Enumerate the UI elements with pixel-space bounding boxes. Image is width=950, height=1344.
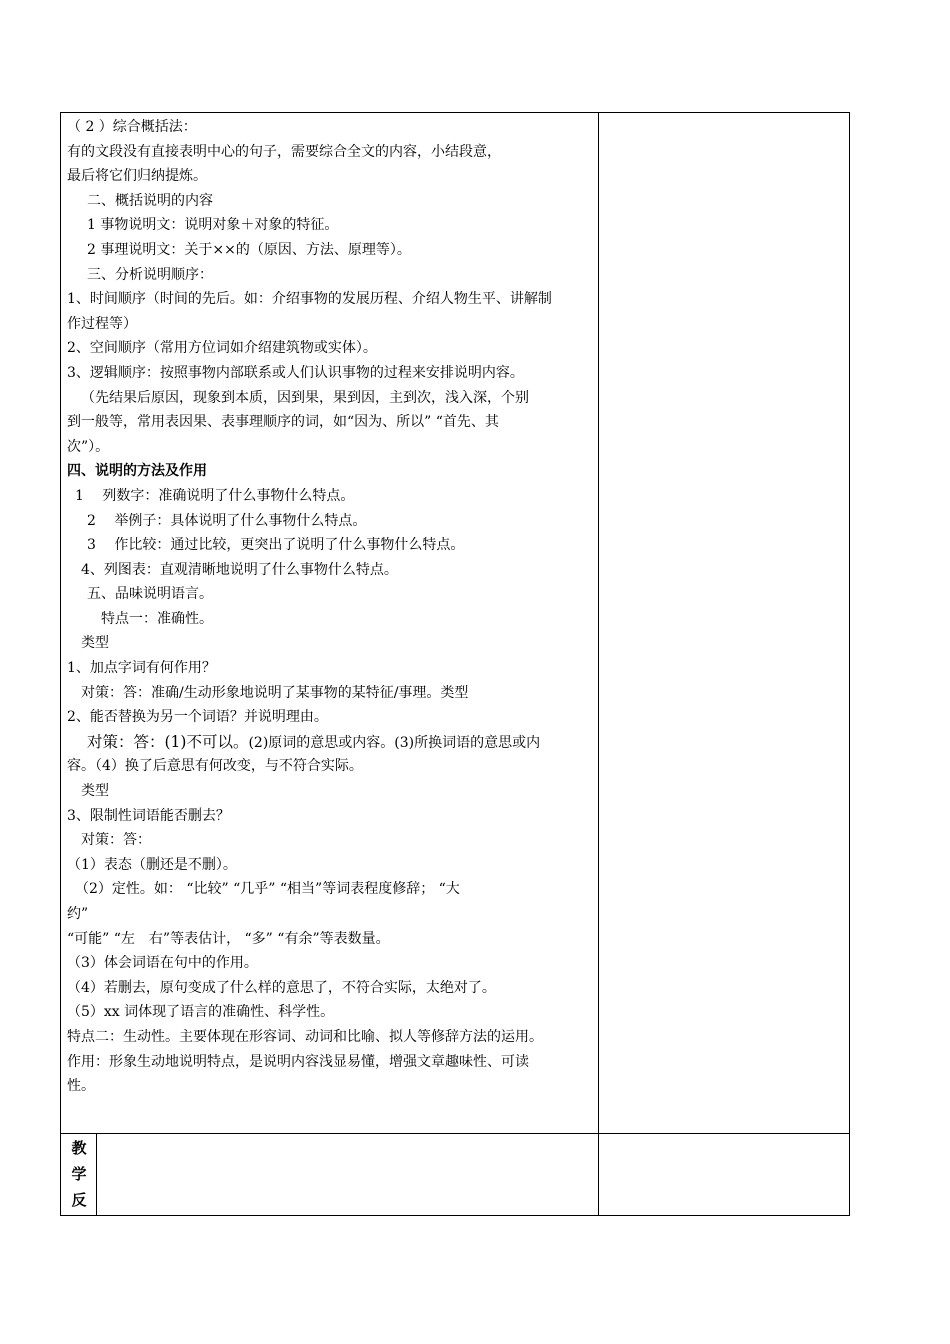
content-line: 次”）。 xyxy=(67,438,110,455)
content-line: （先结果后原因，现象到本质，因到果，果到因，主到次，浅入深，个别 xyxy=(81,389,529,406)
lesson-plan-table xyxy=(60,112,850,1216)
teaching-reflection-label xyxy=(61,1135,97,1213)
content-line: 性。 xyxy=(67,1078,95,1095)
content-line: 作用：形象生动地说明特点，是说明内容浅显易懂，增强文章趣味性、可读 xyxy=(67,1053,529,1070)
content-line: 特点一：准确性。 xyxy=(101,610,213,627)
content-line: 特点二：生动性。主要体现在形容词、动词和比喻、拟人等修辞方法的运用。 xyxy=(67,1028,543,1045)
content-line: 1 列数字：准确说明了什么事物什么特点。 xyxy=(75,487,355,504)
label-char: 教 xyxy=(71,1139,87,1157)
section-heading-3: 三、分析说明顺序： xyxy=(87,266,213,283)
content-line: 2 举例子：具体说明了什么事物什么特点。 xyxy=(87,512,367,529)
column-divider xyxy=(598,113,599,1215)
row-divider xyxy=(61,1133,849,1134)
content-line: 对策：答： xyxy=(81,832,151,849)
lesson-content xyxy=(67,115,593,1099)
content-line: 1、时间顺序（时间的先后。如：介绍事物的发展历程、介绍人物生平、讲解制 xyxy=(67,291,552,308)
content-line: 到一般等，常用表因果、表事理顺序的词，如“因为、所以” “首先、其 xyxy=(67,414,499,431)
content-line: 3 作比较：通过比较，更突出了说明了什么事物什么特点。 xyxy=(87,537,465,554)
content-line: 2、能否替换为另一个词语？并说明理由。 xyxy=(67,709,328,726)
content-line: 有的文段没有直接表明中心的句子，需要综合全文的内容，小结段意， xyxy=(67,143,501,160)
content-line: 3、逻辑顺序：按照事物内部联系或人们认识事物的过程来安排说明内容。 xyxy=(67,364,524,381)
label-char: 反 xyxy=(71,1191,87,1209)
content-line: （1）表态（删还是不删）。 xyxy=(67,856,237,873)
content-line: （3）体会词语在句中的作用。 xyxy=(67,955,258,972)
content-line: 4、列图表：直观清晰地说明了什么事物什么特点。 xyxy=(81,561,398,578)
content-line xyxy=(67,730,593,755)
content-line: 约” xyxy=(67,906,89,922)
content-line: （5）xx 词体现了语言的准确性、科学性。 xyxy=(67,1004,335,1021)
content-line: 容。（4）换了后意思有何改变，与不符合实际。 xyxy=(67,758,363,775)
content-line: 作过程等） xyxy=(67,315,137,332)
content-line: 2 事理说明文：关于××的（原因、方法、原理等）。 xyxy=(87,241,411,258)
content-line-part: 对策：答：(1)不可以。 xyxy=(87,732,249,751)
section-heading-4: 四、说明的方法及作用 xyxy=(67,463,207,480)
content-line: 3、限制性词语能否删去？ xyxy=(67,807,230,824)
content-line: 类型 xyxy=(81,783,109,800)
content-line: 类型 xyxy=(81,635,109,652)
label-char: 学 xyxy=(71,1165,87,1183)
content-line: 1 事物说明文：说明对象＋对象的特征。 xyxy=(87,217,339,234)
content-line: （4）若删去，原句变成了什么样的意思了，不符合实际，太绝对了。 xyxy=(67,979,496,996)
content-line: “可能” “左 右”等表估计， “多” “有余”等表数量。 xyxy=(67,930,390,947)
content-line: 最后将它们归纳提炼。 xyxy=(67,168,207,185)
content-line: 2、空间顺序（常用方位词如介绍建筑物或实体）。 xyxy=(67,340,377,357)
section-heading-2: 二、概括说明的内容 xyxy=(87,192,213,209)
content-line: 1、加点字词有何作用？ xyxy=(67,660,216,677)
section-heading-5: 五、品味说明语言。 xyxy=(87,586,213,603)
content-line: （ 2 ）综合概括法： xyxy=(67,119,197,135)
content-line: 对策：答：准确/生动形象地说明了某事物的某特征/事理。类型 xyxy=(81,684,469,701)
content-line: （2）定性。如： “比较” “几乎” “相当”等词表程度修辞； “大 xyxy=(75,881,460,898)
content-line-part: (2)原词的意思或内容。(3)所换词语的意思或内 xyxy=(248,734,541,751)
